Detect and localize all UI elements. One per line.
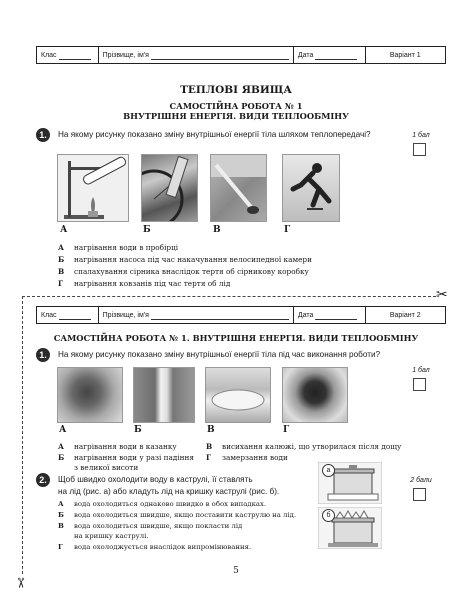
answer-option[interactable] (58, 453, 194, 462)
answer-option[interactable] (58, 279, 230, 288)
question-text-line1: Щоб швидко охолодити воду в каструлі, її ставлять (58, 475, 253, 484)
info-bar-variant-1 (36, 46, 446, 64)
picture-pot (57, 367, 123, 423)
question-number: 2. (36, 473, 50, 487)
picture-match (210, 154, 267, 222)
picture-label: Г (283, 425, 290, 435)
section-title: ТЕПЛОВІ ЯВИЩА (180, 84, 292, 96)
answer-option[interactable] (206, 442, 401, 451)
option-letter: Г (206, 453, 212, 462)
option-text: замерзання води (222, 453, 288, 462)
score-box[interactable] (413, 488, 426, 501)
answer-option[interactable] (206, 453, 288, 462)
option-letter: Б (58, 255, 65, 264)
option-text: вода охолодиться швидше, якщо поставити каструлю на лід. (74, 511, 297, 519)
picture-label: В (207, 425, 215, 435)
cut-line (22, 296, 436, 297)
picture-label: Б (134, 425, 142, 435)
variant-label: Варіант 1 (389, 51, 421, 59)
picture-skater (282, 154, 340, 222)
picture-test-tube (57, 154, 129, 222)
score-box[interactable] (413, 378, 426, 391)
question-text-line2: на лід (рис. а) або кладуть лід на кришку каструлі (рис. б). (58, 487, 280, 496)
option-text: нагрівання води в казанку (74, 442, 177, 451)
picture-bicycle-pump (141, 154, 198, 222)
answer-option[interactable] (58, 267, 309, 276)
answer-option[interactable] (58, 511, 296, 519)
option-letter: В (58, 522, 64, 530)
option-text: висихання калюжі, що утворилася після дощу (222, 442, 402, 451)
option-letter: Б (58, 453, 65, 462)
picture-label: Б (143, 225, 151, 235)
question-text: На якому рисунку показано зміну внутрішньої енергії тіла під час виконання роботи? (58, 350, 381, 359)
option-text: нагрівання води у разі падіння (74, 453, 194, 462)
picture-puddle (205, 367, 271, 423)
option-letter: В (58, 267, 65, 276)
answer-option[interactable] (58, 500, 266, 508)
figure-a (318, 462, 382, 504)
date-label: Дата (297, 51, 314, 59)
question-number: 1. (36, 348, 50, 362)
class-field[interactable] (37, 307, 99, 323)
date-field[interactable] (294, 307, 366, 323)
picture-label: А (60, 225, 68, 235)
work2-title: САМОСТІЙНА РОБОТА № 1. ВНУТРІШНЯ ЕНЕРГІЯ. ВИДИ ТЕПЛООБМІНУ (53, 333, 419, 343)
info-bar-variant-2 (36, 306, 446, 324)
figure-b-label: б (322, 509, 335, 522)
answer-option[interactable] (58, 442, 177, 451)
score-label: 1 бал (412, 367, 430, 374)
class-field[interactable] (37, 47, 99, 63)
option-text: вода охолоджується внаслідок випромінювання. (74, 543, 252, 551)
option-letter: А (58, 243, 64, 252)
option-letter: А (58, 500, 64, 508)
class-label: Клас (41, 311, 57, 319)
score-label: 1 бал (412, 132, 430, 139)
question-number: 1. (36, 128, 50, 142)
answer-option[interactable] (58, 243, 178, 252)
option-text: нагрівання насоса під час накачування велосипедної камери (74, 255, 312, 264)
scissors-icon: ✂ (11, 577, 28, 589)
option-text: вода охолодиться однаково швидко в обох випадках. (74, 500, 267, 508)
question-text: На якому рисунку показано зміну внутрішньої енергії тіла шляхом теплопередачі? (58, 130, 371, 139)
figure-a-label: а (322, 464, 335, 477)
scissors-icon: ✂ (436, 287, 448, 303)
work1-title: САМОСТІЙНА РОБОТА № 1 (169, 101, 303, 111)
name-field[interactable] (99, 47, 294, 63)
name-label: Прізвище, ім'я (102, 311, 149, 319)
name-field[interactable] (99, 307, 294, 323)
variant-label: Варіант 2 (389, 311, 421, 319)
answer-option[interactable] (58, 255, 312, 264)
option-letter: Г (58, 543, 63, 551)
picture-waterfall (133, 367, 195, 423)
class-label: Клас (41, 51, 57, 59)
picture-label: А (59, 425, 67, 435)
option-letter: Б (58, 511, 64, 519)
page-number: 5 (233, 566, 239, 576)
answer-option[interactable] (58, 543, 251, 551)
score-label: 2 бали (410, 477, 432, 484)
name-label: Прізвище, ім'я (102, 51, 149, 59)
option-text: нагрівання води в пробірці (74, 243, 179, 252)
picture-ice-hole (282, 367, 348, 423)
answer-option[interactable] (58, 522, 242, 530)
date-label: Дата (297, 311, 314, 319)
option-text: нагрівання ковзанів під час тертя об лід (74, 279, 231, 288)
option-text: спалахування сірника внаслідок тертя об сірникову коробку (74, 267, 309, 276)
option-text-continued: на кришку каструлі. (74, 532, 149, 540)
option-letter: В (206, 442, 213, 451)
date-field[interactable] (294, 47, 366, 63)
score-box[interactable] (413, 143, 426, 156)
picture-label: Г (284, 225, 291, 235)
option-letter: Г (58, 279, 64, 288)
option-letter: А (58, 442, 64, 451)
figure-b (318, 507, 382, 549)
work1-subtitle: ВНУТРІШНЯ ЕНЕРГІЯ. ВИДИ ТЕПЛООБМІНУ (123, 111, 349, 121)
option-text-continued: з великої висоти (74, 463, 139, 472)
option-text: вода охолодиться швидше, якщо покласти лід (74, 522, 243, 530)
picture-label: В (213, 225, 221, 235)
